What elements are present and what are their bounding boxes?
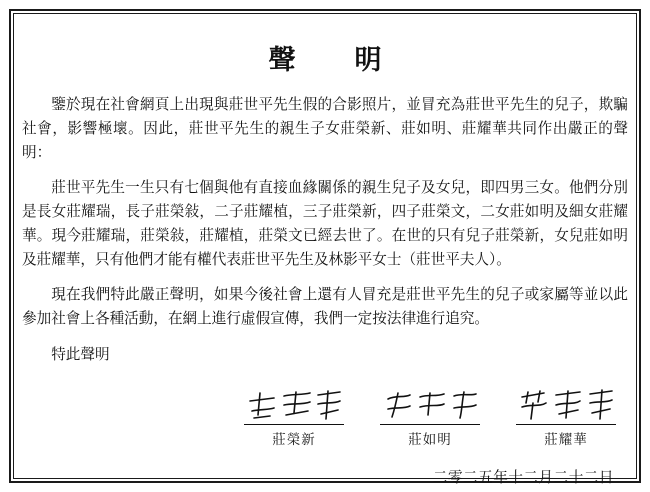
paragraph-1: 鑒於現在社會網頁上出現與莊世平先生假的合影照片，並冒充為莊世平先生的兒子，欺騙社會，影響極壞。因此，莊世平先生的親生子女莊榮新、莊如明、莊耀華共同作出嚴正的聲明：: [22, 96, 628, 162]
signature-name: 莊耀華: [544, 432, 588, 449]
signature-name: 莊榮新: [272, 432, 316, 449]
paragraph-2: 莊世平先生一生只有七個與他有直接血緣關係的親生兒子及女兒，即四男三女。他們分別是長女莊耀瑞，長子莊榮敍，二子莊耀植，三子莊榮新，四子莊榮文，二女莊如明及細女莊耀華。現今莊耀瑞，莊榮敍，莊耀植，莊榮文已經去世了。在世的只有兒子莊榮新，女兒莊如明及莊耀華，只有他們才能有權代表莊世平先生及林影平女士（莊世平夫人）。: [22, 178, 628, 269]
handwritten-signature-icon: [512, 389, 620, 423]
signature-block: [512, 389, 620, 448]
document-date: 二零二五年十二月二十二日: [432, 469, 614, 487]
signature-rule: [380, 424, 480, 425]
signature-row: [22, 389, 628, 448]
signature-name: 莊如明: [408, 432, 452, 449]
document-content: [22, 20, 628, 487]
signature-block: [376, 389, 484, 448]
handwritten-signature-icon: [376, 389, 484, 423]
document-title: 聲 明: [268, 45, 398, 76]
signature-rule: [516, 424, 616, 425]
signature-block: [240, 389, 348, 448]
closing-line: 特此聲明: [51, 345, 110, 363]
paragraph-3: 現在我們特此嚴正聲明，如果今後社會上還有人冒充是莊世平先生的兒子或家屬等並以此參加社會上各種活動，在網上進行虛假宣傳，我們一定按法律進行追究。: [22, 285, 628, 327]
signature-rule: [244, 424, 344, 425]
handwritten-signature-icon: [240, 389, 348, 423]
